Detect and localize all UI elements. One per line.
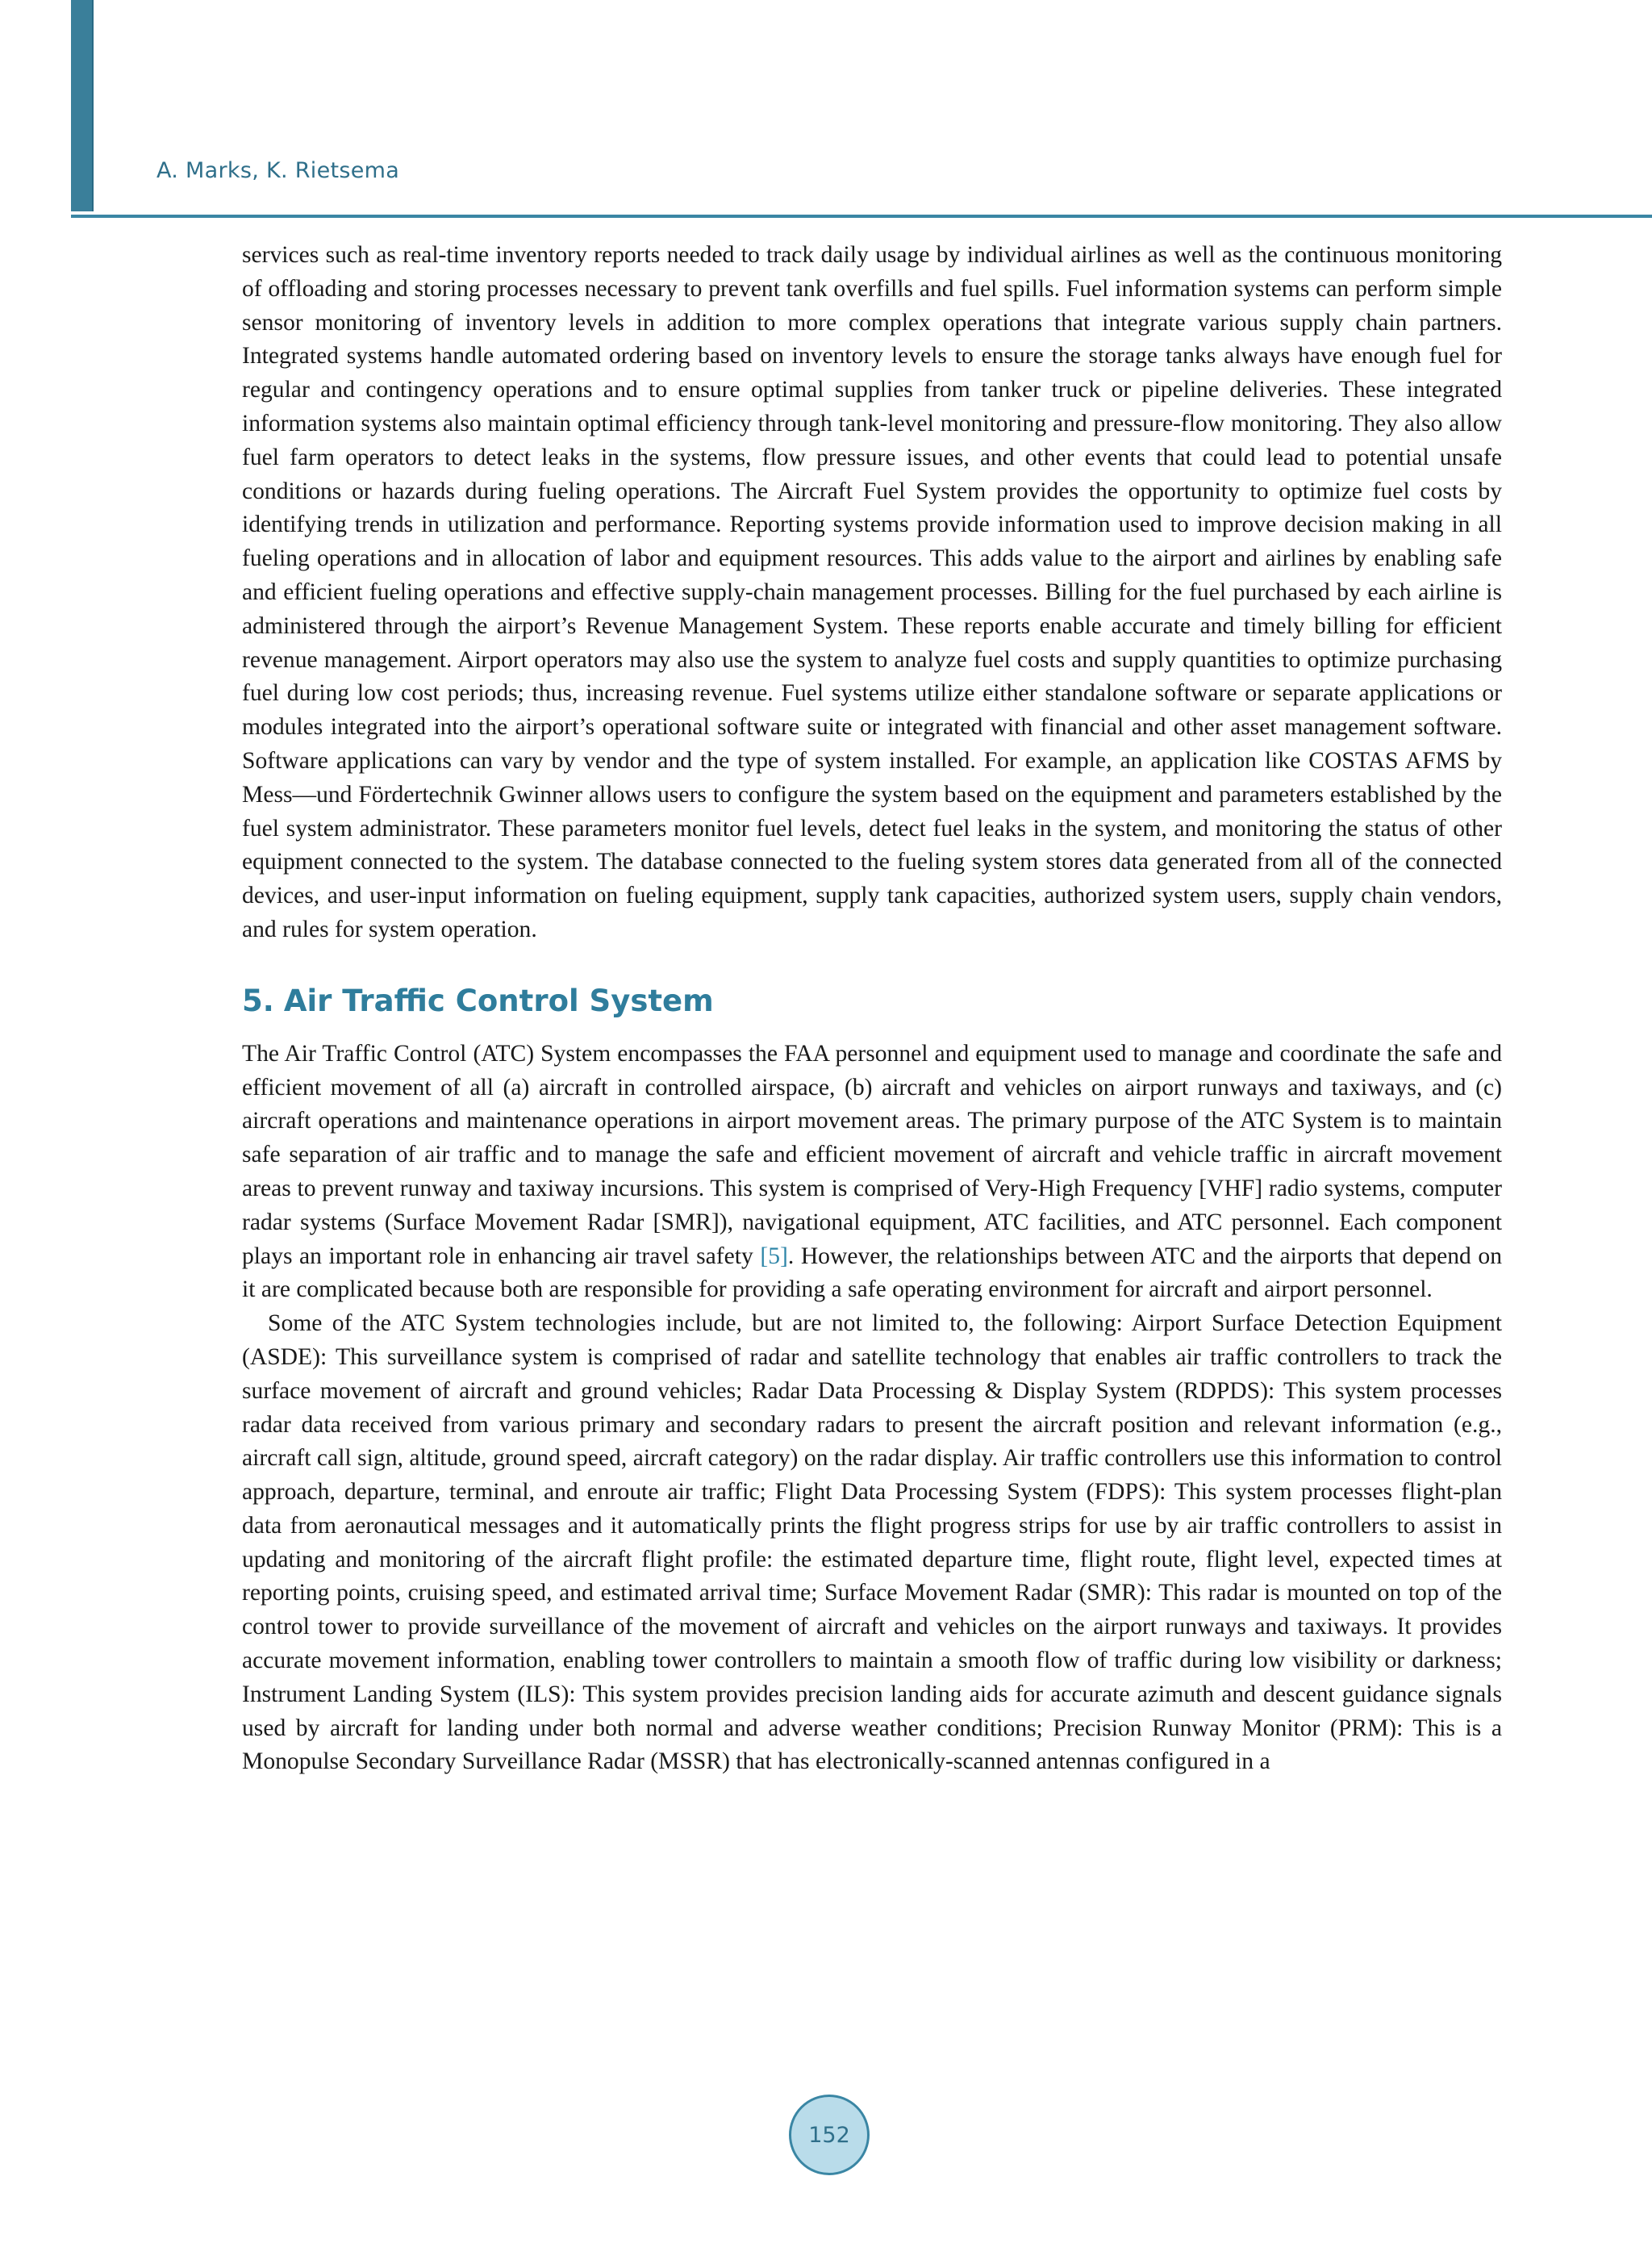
paragraph-fuel-systems: services such as real-time inventory reports needed to track daily usage by individual airlines as well as the continuous monitoring of offloading and storing processes necessary to prevent tank overfills and fuel spills. Fuel information systems can perform simple sensor monitoring of inventory levels in addition to more complex operations that integrate various supply chain partners. Integrated systems handle automated ordering based on inventory levels to ensure the storage tanks always have enough fuel for regular and contingency operations and to ensure optimal supplies from tanker truck or pipeline deliveries. These integrated information systems also maintain optimal efficiency through tank-level monitoring and pressure-flow monitoring. They also allow fuel farm operators to detect leaks in the systems, flow pressure issues, and other events that could lead to potential unsafe conditions or hazards during fueling operations. The Aircraft Fuel System provides the opportunity to optimize fuel costs by identifying trends in utilization and performance. Reporting systems provide information used to improve decision making in all fueling operations and in allocation of labor and equipment resources. This adds value to the airport and airlines by enabling safe and efficient fueling operations and effective supply-chain management processes. Billing for the fuel purchased by each airline is administered through the airport’s Revenue Management System. These reports enable accurate and timely billing for efficient revenue management. Airport operators may also use the system to analyze fuel costs and supply quantities to optimize purchasing fuel during low cost periods; thus, increasing revenue. Fuel systems utilize either standalone software or separate applications or modules integrated into the airport’s operational software suite or integrated with financial and other asset management software. Software applications can vary by vendor and the type of system installed. For example, an application like COSTAS AFMS by Mess—und Fördertechnik Gwinner allows users to configure the system based on the equipment and parameters established by the fuel system administrator. These parameters monitor fuel levels, detect fuel leaks in the system, and monitoring the status of other equipment connected to the system. The database connected to the fueling system stores data generated from all of the connected devices, and user-input information on fueling equipment, supply tank capacities, authorized system users, supply chain vendors, and rules for system operation. [242, 242, 1502, 942]
paragraph-text: The Air Traffic Control (ATC) System encompasses the FAA personnel and equipment used to manage and coordinate the safe and efficient movement of all (a) aircraft in controlled airspace, (b) aircraft and vehicles on airport runways and taxiways, and (c) aircraft operations and maintenance operations in airport movement areas. The primary purpose of the ATC System is to maintain safe separation of air traffic and to manage the safe and efficient movement of aircraft and vehicle traffic in aircraft movement areas to prevent runway and taxiway incursions. This system is comprised of Very-High Frequency [VHF] radio systems, computer radar systems (Surface Movement Radar [SMR]), navigational equipment, ATC facilities, and ATC personnel. Each component plays an important role in enhancing air travel safety [242, 1040, 1502, 1269]
citation-link[interactable]: [5] [760, 1243, 788, 1269]
article-body [242, 239, 1502, 1779]
section-title: Air Traffic Control System [283, 983, 714, 1018]
paragraph-atc-technologies: Some of the ATC System technologies include, but are not limited to, the following: Airport Surface Detection Equipment (ASDE): This surveillance system is comprised of radar and satellite technology that enables air traffic controllers to track the surface movement of aircraft and ground vehicles; Radar Data Processing & Display System (RDPDS): This system processes radar data received from various primary and secondary radars to present the aircraft position and relevant information (e.g., aircraft call sign, altitude, ground speed, aircraft category) on the radar display. Air traffic controllers use this information to control approach, departure, terminal, and enroute air traffic; Flight Data Processing System (FDPS): This system processes flight-plan data from aeronautical messages and it automatically prints the flight progress strips for use by air traffic controllers to assist in updating and monitoring of the aircraft flight profile: the estimated departure time, flight route, flight level, expected times at reporting points, cruising speed, and estimated arrival time; Surface Movement Radar (SMR): This radar is mounted on top of the control tower to provide surveillance of the movement of aircraft and vehicles on the airport runways and taxiways. It provides accurate movement information, enabling tower controllers to maintain a smooth flow of traffic during low visibility or darkness; Instrument Landing System (ILS): This system provides precision landing aids for accurate azimuth and descent guidance signals used by aircraft for landing under both normal and adverse weather conditions; Precision Runway Monitor (PRM): This is a Monopulse Secondary Surveillance Radar (MSSR) that has electronically-scanned antennas configured in a [242, 1310, 1502, 1775]
header-divider [71, 215, 1652, 218]
paragraph-atc-overview [242, 1038, 1502, 1307]
section-heading [242, 983, 1502, 1020]
page-number-badge [789, 2095, 870, 2175]
running-header-authors: A. Marks, K. Rietsema [156, 158, 400, 183]
section-number: 5. [242, 983, 274, 1018]
header-accent-bar [71, 0, 94, 211]
paragraph-text: . However, the relationships between ATC and the airports that depend on it are complicated because both are responsible for providing a safe operating environment for aircraft and airport personnel. [242, 1243, 1502, 1303]
page-number: 152 [808, 2122, 850, 2148]
